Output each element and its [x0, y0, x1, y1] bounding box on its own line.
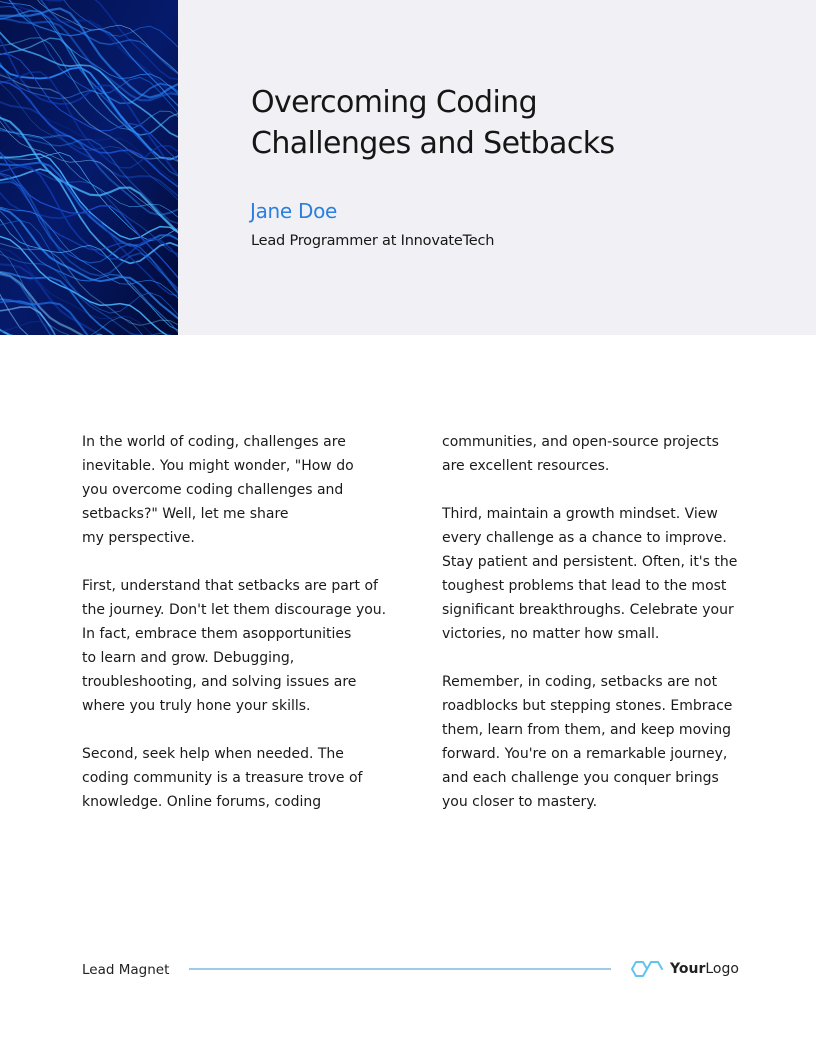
text-line: setbacks?" Well, let me share — [82, 506, 289, 522]
text-line: In the world of coding, challenges are — [82, 434, 346, 450]
title-line: Challenges and Setbacks — [251, 126, 615, 161]
article-column-left — [82, 430, 400, 814]
text-line: Third, maintain a growth mindset. View — [442, 506, 718, 522]
logo-text — [670, 958, 739, 980]
text-line: knowledge. Online forums, coding — [82, 794, 322, 810]
text-line: In fact, embrace them asopportunities — [82, 626, 352, 642]
title-line: Overcoming Coding — [251, 85, 538, 120]
text-line: and each challenge you conquer brings — [442, 770, 719, 786]
text-line: troubleshooting, and solving issues are — [82, 674, 357, 690]
text-line: communities, and open-source projects — [442, 434, 719, 450]
text-line: roadblocks but stepping stones. Embrace — [442, 698, 733, 714]
paragraph — [442, 430, 752, 478]
text-line: victories, no matter how small. — [442, 626, 660, 642]
abstract-wave-image — [0, 0, 178, 335]
text-line: toughest problems that lead to the most — [442, 578, 727, 594]
paragraph — [442, 502, 752, 646]
text-line: First, understand that setbacks are part of — [82, 578, 378, 594]
text-line: every challenge as a chance to improve. — [442, 530, 727, 546]
text-line: the journey. Don't let them discourage you. — [82, 602, 387, 618]
footer-label: Lead Magnet — [82, 962, 170, 978]
footer-divider — [189, 968, 611, 970]
text-line: Remember, in coding, setbacks are not — [442, 674, 718, 690]
article-column-right — [442, 430, 752, 814]
company-logo — [630, 958, 739, 980]
text-line: them, learn from them, and keep moving — [442, 722, 732, 738]
logo-text-regular: Logo — [705, 961, 739, 977]
page-title — [251, 82, 771, 164]
flow-lines-graphic — [0, 0, 178, 335]
paragraph — [82, 742, 400, 814]
text-line: to learn and grow. Debugging, — [82, 650, 295, 666]
text-line: inevitable. You might wonder, "How do — [82, 458, 354, 474]
text-line: you overcome coding challenges and — [82, 482, 344, 498]
author-name: Jane Doe — [250, 199, 338, 223]
text-line: significant breakthroughs. Celebrate your — [442, 602, 734, 618]
paragraph — [442, 670, 752, 814]
logo-text-bold: Your — [670, 961, 706, 977]
text-line: my perspective. — [82, 530, 195, 546]
hexagon-wave-logo-icon — [630, 958, 664, 980]
text-line: forward. You're on a remarkable journey, — [442, 746, 728, 762]
text-line: are excellent resources. — [442, 458, 610, 474]
paragraph — [82, 430, 400, 550]
text-line: you closer to mastery. — [442, 794, 598, 810]
author-role: Lead Programmer at InnovateTech — [251, 233, 495, 249]
paragraph — [82, 574, 400, 718]
text-line: Second, seek help when needed. The — [82, 746, 344, 762]
text-line: coding community is a treasure trove of — [82, 770, 363, 786]
text-line: where you truly hone your skills. — [82, 698, 311, 714]
text-line: Stay patient and persistent. Often, it's the — [442, 554, 738, 570]
